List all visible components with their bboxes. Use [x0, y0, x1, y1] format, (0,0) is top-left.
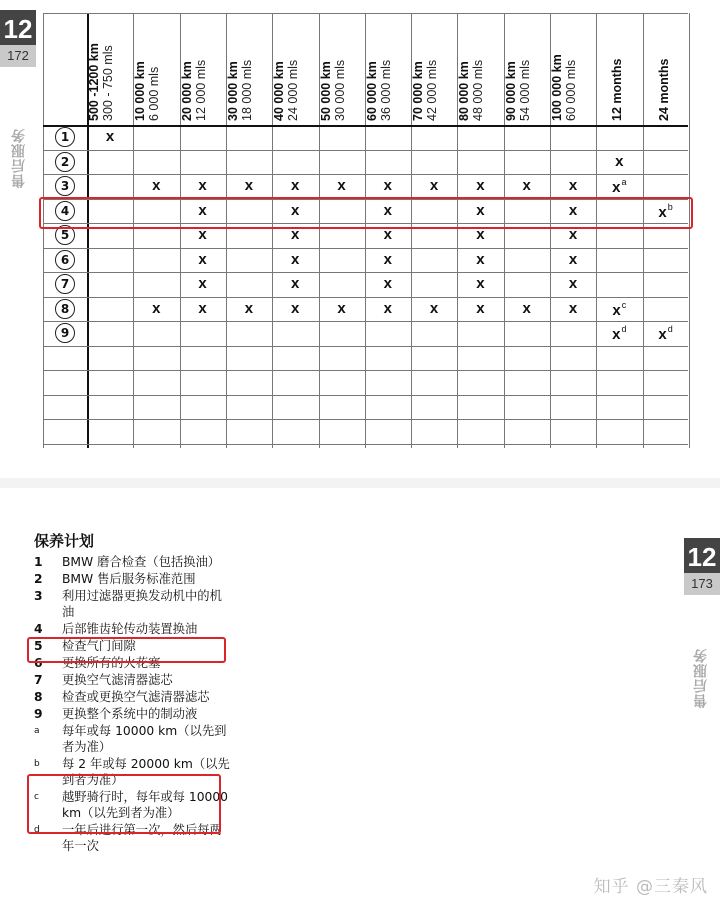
table-cell-mark: x: [568, 250, 578, 268]
column-header-main: 24 months: [656, 58, 671, 121]
column-header-main: 500 -1200 km: [87, 43, 101, 121]
section-label: 售后服务: [11, 128, 27, 188]
legend-item: [34, 689, 234, 705]
grid-vline: [43, 13, 44, 448]
column-header-main: 100 000 km: [550, 54, 564, 121]
table-cell-mark: x: [291, 299, 300, 317]
legend-key: 8: [34, 690, 43, 704]
legend-item: [34, 672, 234, 688]
column-header: [365, 13, 411, 125]
column-header-sub: 54 000 mls: [517, 59, 532, 121]
grid-hline: [43, 150, 688, 151]
legend-item: [34, 571, 234, 587]
table-cell-mark: x: [568, 201, 578, 219]
row-number-circle: 1: [55, 127, 75, 147]
column-header-sub: 36 000 mls: [378, 59, 393, 121]
column-header-sub: 30 000 mls: [332, 59, 347, 121]
legend-key: a: [34, 726, 40, 736]
column-header: [226, 13, 272, 125]
table-cell-mark: $x^d$: [612, 324, 627, 343]
table-cell-mark: $x^c$: [612, 299, 627, 319]
column-header-main: 60 000 km: [364, 61, 379, 121]
chapter-number: 12: [3, 14, 33, 44]
footnote-marker: a: [621, 177, 627, 187]
table-cell-mark: x: [476, 177, 485, 194]
legend-text: 更换整个系统中的制动液: [62, 707, 198, 721]
table-cell-mark: x: [476, 201, 485, 219]
watermark: 知乎 @三秦风: [593, 877, 708, 897]
table-cell-mark: x: [383, 226, 392, 243]
column-header-sub: 48 000 mls: [471, 59, 486, 121]
table-cell-mark: x: [383, 201, 392, 219]
table-cell-mark: x: [244, 177, 254, 194]
table-cell-mark: x: [152, 299, 161, 317]
grid-hline: [43, 419, 688, 420]
footnote-marker: c: [621, 299, 627, 310]
table-cell-mark: x: [429, 177, 439, 194]
row-number-circle: 6: [55, 250, 75, 270]
legend-key: 6: [34, 656, 43, 670]
column-header: [319, 13, 365, 125]
table-cell-mark: x: [198, 250, 207, 268]
grid-hline: [43, 370, 688, 371]
table-cell-mark: x: [291, 177, 300, 194]
footnote-marker: d: [621, 324, 627, 334]
table-cell-mark: x: [568, 275, 578, 292]
column-header: [643, 13, 689, 125]
column-header-main: 50 000 km: [318, 61, 333, 121]
column-header: [550, 13, 596, 125]
row-number-circle: 2: [55, 152, 75, 172]
grid-hline: [43, 297, 688, 298]
table-cell-mark: x: [198, 226, 207, 243]
table-cell-mark: x: [568, 177, 578, 194]
legend-key: d: [34, 825, 40, 835]
column-header-sub: 300 - 750 mls: [101, 45, 115, 121]
table-cell-mark: x: [522, 177, 531, 194]
legend-item: [34, 723, 234, 755]
row-number-circle: 3: [55, 176, 75, 196]
table-cell-mark: x: [337, 299, 346, 317]
column-header-main: 20 000 km: [179, 61, 194, 121]
row-number-circle: 9: [55, 323, 75, 343]
table-cell-mark: x: [152, 177, 161, 194]
column-header-main: 40 000 km: [272, 61, 287, 121]
legend-key: 2: [34, 572, 43, 586]
table-cell-mark: $x^b$: [658, 201, 673, 221]
column-header-sub: 18 000 mls: [239, 59, 254, 121]
row-number-circle: 7: [55, 274, 75, 294]
grid-hline: [43, 395, 688, 396]
legend-key: c: [34, 792, 39, 802]
table-cell-mark: x: [105, 128, 115, 145]
legend-text: 检查或更换空气滤清器滤芯: [62, 690, 210, 704]
highlight-row-4: [39, 197, 693, 229]
table-cell-mark: x: [615, 152, 624, 170]
grid-hline: [43, 321, 688, 322]
column-header-main: 30 000 km: [225, 61, 240, 121]
legend-text: 检查气门间隙: [62, 639, 136, 653]
legend-text: 越野骑行时，每年或每 10000 km（以先到者为准）: [62, 790, 228, 820]
legend-key: 7: [34, 673, 43, 687]
row-number-circle: 4: [55, 201, 75, 221]
table-cell-mark: x: [337, 177, 346, 194]
column-header: [272, 13, 318, 125]
column-header-main: 90 000 km: [503, 61, 518, 121]
chapter-tab-left: [0, 10, 36, 67]
legend-title: 保养计划: [34, 532, 95, 550]
table-cell-mark: x: [198, 201, 207, 219]
legend-key: 5: [34, 639, 43, 653]
legend-text: 利用过滤器更换发动机中的机油: [62, 589, 222, 619]
legend-item: [34, 588, 234, 620]
legend-text: BMW 磨合检查（包括换油）: [62, 555, 221, 569]
highlight-footnote-b: [27, 774, 221, 834]
table-cell-mark: x: [198, 275, 207, 292]
grid-hline: [43, 125, 688, 127]
table-cell-mark: x: [291, 201, 300, 219]
row-number-circle: 8: [55, 299, 75, 319]
legend-text: 一年后进行第一次，然后每两年一次: [62, 823, 222, 853]
chapter-tab-right: [684, 538, 720, 595]
table-cell-mark: x: [568, 226, 578, 243]
table-cell-mark: x: [476, 275, 485, 292]
legend-item: [34, 706, 234, 722]
column-header-main: 10 000 km: [133, 61, 148, 121]
table-cell-mark: x: [291, 275, 300, 292]
table-cell-mark: x: [383, 275, 392, 292]
footnote-marker: b: [667, 201, 673, 212]
column-header-sub: 12 000 mls: [193, 59, 208, 121]
legend-key: 1: [34, 555, 43, 569]
highlight-item-4: [27, 637, 226, 663]
table-cell-mark: x: [291, 226, 300, 243]
grid-hline: [43, 174, 688, 175]
table-cell-mark: x: [383, 299, 392, 317]
table-cell-mark: x: [429, 299, 439, 317]
page-number: 172: [7, 48, 29, 63]
column-header: [133, 13, 179, 125]
legend-text: 更换空气滤清器滤芯: [62, 673, 173, 687]
legend-key: 9: [34, 707, 43, 721]
column-header: [504, 13, 550, 125]
table-cell-mark: x: [383, 177, 392, 194]
legend-item: [34, 554, 234, 570]
column-header: [411, 13, 457, 125]
table-cell-mark: x: [476, 226, 485, 243]
column-header-sub: 42 000 mls: [425, 59, 440, 121]
column-header-main: 80 000 km: [457, 61, 472, 121]
table-cell-mark: x: [291, 250, 300, 268]
grid-hline: [43, 248, 688, 249]
legend-key: 4: [34, 622, 43, 636]
legend-key: 3: [34, 589, 43, 603]
column-header: [457, 13, 503, 125]
table-cell-mark: x: [476, 299, 485, 317]
table-cell-mark: $x^d$: [658, 324, 673, 343]
footnote-marker: d: [667, 324, 673, 334]
table-cell-mark: x: [383, 250, 392, 268]
column-header-main: 70 000 km: [411, 61, 426, 121]
table-cell-mark: x: [198, 177, 207, 194]
grid-vline: [689, 13, 690, 448]
row-number-circle: 5: [55, 225, 75, 245]
grid-hline: [43, 346, 688, 347]
column-header: [87, 13, 133, 125]
column-header-sub: 60 000 mls: [564, 59, 578, 121]
grid-hline: [43, 444, 688, 445]
table-cell-mark: x: [244, 299, 254, 317]
table-cell-mark: x: [476, 250, 485, 268]
table-cell-mark: x: [522, 299, 531, 317]
chapter-number: 12: [687, 542, 717, 572]
table-cell-mark: $x^a$: [612, 177, 627, 196]
grid-hline: [43, 272, 688, 273]
column-header-main: 12 months: [610, 58, 625, 121]
legend-text: 更换所有的火花塞: [62, 656, 161, 670]
legend-item: [34, 621, 234, 637]
page-number: 173: [691, 576, 713, 591]
legend-text: 后部锥齿轮传动装置换油: [62, 622, 198, 636]
column-header: [180, 13, 226, 125]
column-header-sub: 24 000 mls: [286, 59, 301, 121]
table-cell-mark: x: [198, 299, 207, 317]
section-label: 售后服务: [693, 648, 709, 708]
legend-key: b: [34, 759, 40, 769]
column-header: [596, 13, 642, 125]
legend-text: 每 2 年或每 20000 km（以先到者为准）: [62, 757, 230, 787]
table-cell-mark: x: [568, 299, 578, 317]
legend-text: BMW 售后服务标准范围: [62, 572, 196, 586]
column-header-sub: 6 000 mls: [147, 66, 162, 121]
legend-text: 每年或每 10000 km（以先到者为准）: [62, 724, 227, 754]
